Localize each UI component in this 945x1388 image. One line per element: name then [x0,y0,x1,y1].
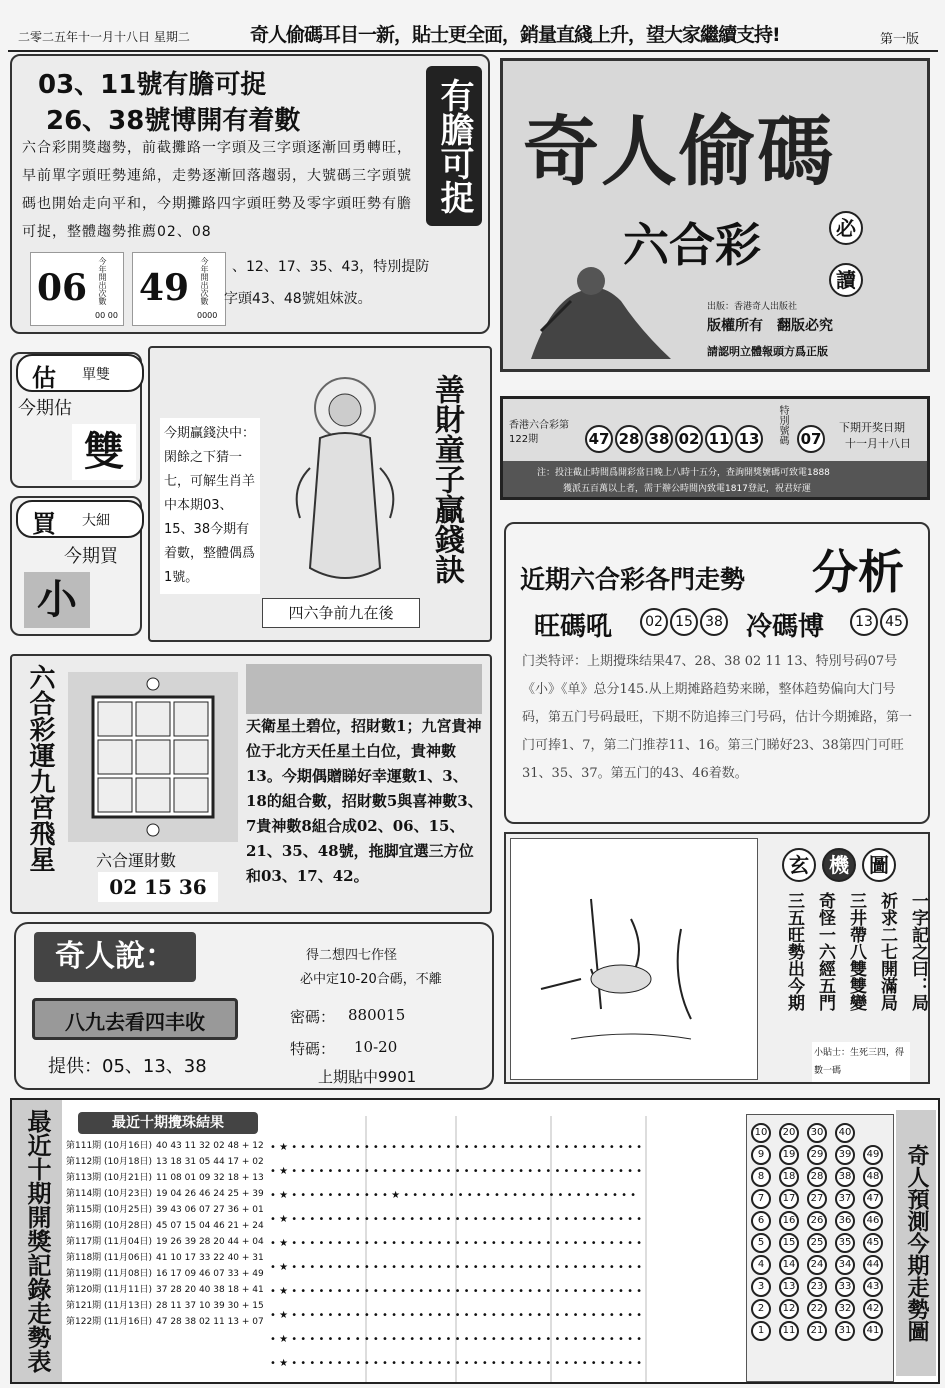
masthead-subtitle: 六合彩 [623,218,761,272]
guess-title: 估 [32,364,56,392]
result-ball: 28 [615,425,643,453]
ball-06-count: 00 00 [95,311,118,320]
poem-text: 今期贏錢決中：閑餘之下猜一七，可解生肖羊中本期03、15、38今期有着數，整體偶爲1號。 [160,418,260,594]
cold-numbers [850,608,908,636]
puzzle-title-3: 圖 [862,848,896,882]
svg-text:• ★ • • • • • • • • • • • • •: • ★ • • • • • • • • • • • • • • • • • • • • • • • • • • • • • • • • • • • • • • • [270,1358,643,1369]
svg-text:• ★ • • • • • • • • • • • ★ •: • ★ • • • • • • • • • • • ★ • • • • • • • • • • • • • • • • • • • • • • • • • • [270,1190,637,1201]
buy-header [16,500,144,538]
trend-ball: 17 [779,1189,799,1209]
headline-body-tail: 、12、17、35、43，特別提防 [232,259,430,275]
qiren-line2: 必中定10-20合碼，不離 [300,972,442,987]
qiren-special: 10-20 [354,1038,398,1056]
trend-ball: 15 [779,1233,799,1253]
history-row: 第115期 (10月25日) 39 43 06 07 27 36 + 01 [66,1205,264,1215]
masthead-notice: 請認明立體報頭方爲正版 [707,345,828,358]
puzzle-col-5: 三五旺勢出今期 [784,892,804,1011]
history-row: 第118期 (11月06日) 41 10 17 33 22 40 + 31 [66,1253,264,1263]
puzzle-title [782,848,896,882]
history-table [66,1138,266,1330]
result-ball: 13 [735,425,763,453]
trend-ball: 11 [779,1321,799,1341]
trend-ball: 34 [835,1255,855,1275]
trend-side-title: 奇人預測今期走勢圖 [896,1110,936,1376]
ball-49-count: 0000 [197,311,218,320]
trend-ball: 18 [779,1167,799,1187]
qiren-title: 奇人說： [34,932,196,982]
history-dot-grid [266,1116,742,1382]
trend-ball: 30 [807,1123,827,1143]
trend-ball: 23 [807,1277,827,1297]
history-section [10,1098,940,1384]
history-row: 第121期 (11月13日) 28 11 37 10 39 30 + 15 [66,1301,264,1311]
history-row: 第114期 (10月23日) 19 04 26 46 24 25 + 39 [66,1189,264,1199]
trend-ball: 19 [779,1145,799,1165]
history-row: 第111期 (10月16日) 40 43 11 32 02 48 + 12 [66,1141,264,1151]
nine-palace-box [10,654,492,914]
trend-ball: 47 [863,1189,883,1209]
trend-ball: 37 [835,1189,855,1209]
puzzle-col-4: 奇怪一六經五門 [815,892,835,1011]
ball-06-card [30,252,124,326]
hot-ball: 15 [670,608,698,636]
trend-ball: 33 [835,1277,855,1297]
qiren-last: 上期貼中9901 [318,1068,417,1086]
headline-body: 六合彩開獎趨勢，前截攤路一字頭及三字頭逐漸回勇轉旺，早前單字頭旺勢連綿，走勢逐漸回落趨弱，大號碼三字頭號碼也開始走向平和，今期攤路四字頭旺勢及零字頭旺勢有膽可捉，整體趨勢推薦02、08 [22,140,412,240]
trend-ball: 41 [863,1321,883,1341]
svg-text:• ★ • • • • • • • • • • • • •: • ★ • • • • • • • • • • • • • • • • • • • • • • • • • • • • • • • • • • • • • • • [270,1310,643,1321]
headline-line2: 26、38號博開有着數 [46,106,301,136]
history-header: 最近十期攪珠結果 [78,1112,258,1134]
svg-text:• ★ • • • • • • • • • • • • •: • ★ • • • • • • • • • • • • • • • • • • • • • • • • • • • • • • • • • • • • • • • [270,1262,643,1273]
trend-ball: 4 [751,1255,771,1275]
svg-text:• ★ • • • • • • • • • • • • •: • ★ • • • • • • • • • • • • • • • • • • • • • • • • • • • • • • • • • • • • • • • [270,1214,643,1225]
ball-49-note: 今年開出次數 [200,257,209,305]
trend-ball: 38 [835,1167,855,1187]
buy-box [10,496,142,636]
history-row: 第117期 (11月04日) 19 26 39 28 20 44 + 04 [66,1237,264,1247]
trend-ball: 3 [751,1277,771,1297]
trend-ball: 8 [751,1167,771,1187]
trend-col-5 [863,1123,883,1341]
boy-illustration [270,368,420,598]
trend-ball: 14 [779,1255,799,1275]
trend-ball: 45 [863,1233,883,1253]
ball-06-note: 今年開出次數 [98,257,107,305]
trend-col-2 [779,1123,799,1341]
buy-title: 買 [32,510,56,538]
history-row: 第116期 (10月28日) 45 07 15 04 46 21 + 24 [66,1221,264,1231]
trend-ball: 39 [835,1145,855,1165]
masthead [500,58,930,372]
masthead-title: 奇人偷碼 [523,107,835,196]
trend-ball: 12 [779,1299,799,1319]
next-draw-label: 下期开奖日期 [839,421,905,434]
result-ball: 47 [585,425,613,453]
edition-label: 第一版 [880,32,920,47]
trend-col-4 [835,1123,855,1341]
history-row: 第112期 (10月18日) 13 18 31 05 44 17 + 02 [66,1157,264,1167]
trend-ball: 49 [863,1145,883,1165]
trend-ball-empty [863,1123,883,1143]
history-row: 第119期 (11月08日) 16 17 09 46 07 33 + 49 [66,1269,264,1279]
trend-ball: 26 [807,1211,827,1231]
trend-ball: 32 [835,1299,855,1319]
guess-box [10,352,142,488]
ball-49-number: 49 [139,267,190,309]
trend-ball: 44 [863,1255,883,1275]
puzzle-title-1: 玄 [782,848,816,882]
trend-ball: 5 [751,1233,771,1253]
puzzle-note: 小貼士：生死三四，得數一碼 [812,1042,910,1082]
sage-illustration [511,241,691,361]
puzzle-col-1: 一字記之曰：局 [908,892,928,1011]
trend-ball: 27 [807,1189,827,1209]
qiren-line1: 得二想四七作怪 [306,948,398,963]
qiren-code: 880015 [348,1006,406,1024]
must-badge-2: 讀 [829,263,863,297]
results-numbers [585,425,763,453]
buy-options: 大細 [82,513,110,529]
guess-header [16,354,144,392]
analysis-title-big: 分析 [812,545,904,599]
hot-label: 旺碼吼 [534,612,613,642]
nine-palace-grid [68,672,238,842]
trend-ball: 40 [835,1123,855,1143]
trend-ball: 25 [807,1233,827,1253]
analysis-title: 近期六合彩各門走勢 [520,565,746,594]
trend-ball: 13 [779,1277,799,1297]
must-badge-1: 必 [829,211,863,245]
trend-ball: 16 [779,1211,799,1231]
nine-palace-body: 天衛星土碧位，招財數1；九宮貴神位于北方天任星土白位，貴神數13。今期偶贈睇好幸運數1、3、18的組合數，招財數5與喜神數3、7貴神數8組合成02、06、15、21、35、48號，拖脚宜選三方位和03、17、42。 [246,717,483,885]
poem-box [148,346,492,642]
guess-options: 單雙 [82,367,110,383]
guess-label: 今期估 [18,398,72,419]
nine-palace-numbers: 02 15 36 [98,872,218,902]
buy-label: 今期買 [64,546,118,567]
trend-ball: 20 [779,1123,799,1143]
trend-ball: 46 [863,1211,883,1231]
trend-ball: 6 [751,1211,771,1231]
analysis-body: 门类特评：上期攪珠结果47、28、38 02 11 13、特別号码07号《小》《单》总分145.从上期摊路趋势来睇，整体趋势偏向大门号码，第五门号码最旺，下期不防追捧三门号码，估计今期摊路，第一门可捧1、7，第二门推荐11、16。第三门睇好23、38第四门可旺31、35、37。第五门的43、46着数。 [522,654,913,781]
header-bar [8,14,938,52]
svg-text:• ★ • • • • • • • • • • • • •: • ★ • • • • • • • • • • • • • • • • • • • • • • • • • • • • • • • • • • • • • • • [270,1238,643,1249]
nine-palace-side-title: 六合彩運九宮飛星 [25,664,55,872]
history-row: 第120期 (11月11日) 37 28 20 40 38 18 + 41 [66,1285,264,1295]
crane-illustration [510,838,758,1080]
trend-ball: 10 [751,1123,771,1143]
trend-ball: 43 [863,1277,883,1297]
svg-text:• ★ • • • • • • • • • • • • •: • ★ • • • • • • • • • • • • • • • • • • • • • • • • • • • • • • • • • • • • • • • [270,1286,643,1297]
nine-palace-diagram [68,672,238,842]
analysis-box [504,522,930,824]
trend-ball: 29 [807,1145,827,1165]
trend-grid [746,1114,894,1382]
result-ball: 38 [645,425,673,453]
poem-caption: 四六争前九在後 [262,598,420,628]
qiren-special-label: 特碼： [290,1040,336,1058]
hot-ball: 38 [700,608,728,636]
qiren-code-label: 密碼： [290,1008,336,1026]
ball-06-number: 06 [37,267,88,309]
svg-text:• ★ • • • • • • • • • • • • •: • ★ • • • • • • • • • • • • • • • • • • • • • • • • • • • • • • • • • • • • • • • [270,1142,643,1153]
masthead-publisher: 出版：香港奇人出版社 [707,302,798,312]
puzzle-box [504,832,930,1084]
trend-ball: 2 [751,1299,771,1319]
results-note-2: 獲派五百萬以上者，需于辦公時間內致電1817登記，祝君好運 [563,484,811,494]
results-panel [500,396,930,500]
qiren-provide: 提供：05、13、38 [48,1056,207,1077]
trend-ball: 36 [835,1211,855,1231]
results-note-1: 注：投注截止時間爲開彩當日晚上八時十五分，查詢開獎號碼可致電1888 [537,468,830,478]
hot-ball: 02 [640,608,668,636]
hot-numbers [640,608,728,636]
headline-box [10,54,490,334]
puzzle-col-2: 祈求二七開滿局 [877,892,897,1011]
headline-body-tail2: 字頭43、48號姐妹波。 [224,291,372,307]
trend-col-1 [751,1123,771,1341]
puzzle-col-3: 三井帶八雙雙變 [846,892,866,1011]
trend-ball: 21 [807,1321,827,1341]
buy-answer: 小 [24,572,90,628]
history-row: 第113期 (10月21日) 11 08 01 09 32 18 + 13 [66,1173,264,1183]
next-draw-date: 十一月十八日 [845,437,911,450]
trend-ball: 7 [751,1189,771,1209]
svg-text:• ★ • • • • • • • • • • • • •: • ★ • • • • • • • • • • • • • • • • • • • • • • • • • • • • • • • • • • • • • • • [270,1334,643,1345]
cold-ball: 45 [880,608,908,636]
svg-text:• ★ • • • • • • • • • • • • •: • ★ • • • • • • • • • • • • • • • • • • • • • • • • • • • • • • • • • • • • • • • [270,1166,643,1177]
puzzle-title-2: 機 [822,848,856,882]
results-bottom [503,461,927,497]
special-label: 特別號碼 [777,405,788,445]
trend-ball: 42 [863,1299,883,1319]
poem-side-title: 善財童子贏錢訣 [429,374,464,584]
cold-ball: 13 [850,608,878,636]
ball-49-card [132,252,226,326]
history-side-title: 最近十期開獎記錄走勢表 [12,1100,62,1382]
trend-ball: 31 [835,1321,855,1341]
puzzle-columns [782,892,931,1032]
qiren-saying: 八九去看四丰收 [32,998,238,1040]
trend-ball: 35 [835,1233,855,1253]
qiren-box [14,922,494,1090]
guess-answer: 雙 [72,424,136,480]
trend-col-3 [807,1123,827,1341]
special-ball: 07 [797,425,825,453]
trend-ball: 48 [863,1167,883,1187]
results-label: 香港六合彩第122期 [509,420,569,445]
trend-ball: 22 [807,1299,827,1319]
history-row: 第122期 (11月16日) 47 28 38 02 11 13 + 07 [66,1317,264,1327]
result-ball: 02 [675,425,703,453]
trend-ball: 1 [751,1321,771,1341]
trend-ball: 24 [807,1255,827,1275]
cold-label: 冷碼博 [746,612,825,642]
headline-line1: 03、11號有膽可捉 [38,70,267,100]
trend-ball: 9 [751,1145,771,1165]
trend-ball: 28 [807,1167,827,1187]
nine-palace-banner [246,664,482,714]
nine-palace-caption: 六合運財數 [96,851,177,870]
result-ball: 11 [705,425,733,453]
header-slogan: 奇人偷碼耳目一新，貼士更全面，銷量直綫上升，望大家繼續支持! [250,24,780,46]
issue-date: 二零二五年十一月十八日 星期二 [18,30,190,44]
masthead-copyright: 版權所有 翻版必究 [707,318,833,334]
headline-side-tag: 有膽可捉 [426,66,482,226]
